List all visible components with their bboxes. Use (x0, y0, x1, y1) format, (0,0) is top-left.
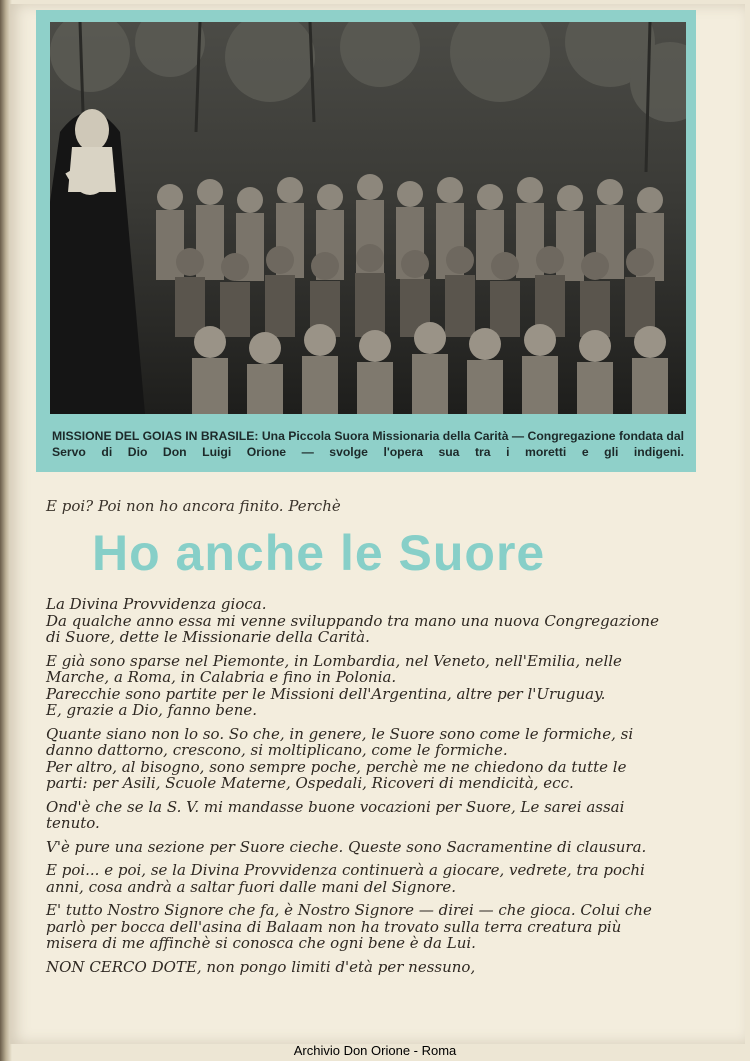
archive-footer: Archivio Don Orione - Roma (293, 1043, 457, 1058)
paragraph: E' tutto Nostro Signore che fa, è Nostro Signore — direi — che gioca. Colui che parlò per bocca dell'asina di Balaam non ha trovato sulla terra creatura più misera di me affinchè si conosca che ogni bene è da Lui. (46, 901, 652, 952)
caption-text: Una Piccola Suora Missionaria della Carità — Congregazione fondata dal Servo di Dio Don Luigi Orione — svolge l'opera sua tra i moretti e gli indigeni. (52, 429, 684, 459)
photo-caption (52, 428, 684, 460)
paragraph: V'è pure una sezione per Suore cieche. Queste sono Sacramentine di clausura. (46, 837, 647, 856)
photo-frame (36, 10, 696, 472)
paragraph: NON CERCO DOTE, non pongo limiti d'età per nessuno, (46, 957, 476, 976)
caption-lead: MISSIONE DEL GOIAS IN BRASILE: (52, 429, 259, 443)
group-photo-illustration (50, 22, 686, 414)
body-text (46, 596, 668, 982)
paragraph: E già sono sparse nel Piemonte, in Lombardia, nel Veneto, nell'Emilia, nelle Marche, a Roma, in Calabria e fino in Polonia. Parecchie sono partite per le Missioni dell'Argentina, altre per l'Uruguay. E, grazie a Dio, fanno bene. (46, 651, 622, 719)
section-headline: Ho anche le Suore (92, 525, 546, 581)
intro-line: E poi? Poi non ho ancora finito. Perchè (46, 497, 341, 515)
paragraph: Ond'è che se la S. V. mi mandasse buone vocazioni per Suore, Le sarei assai tenuto. (46, 797, 625, 832)
paragraph: Quante siano non lo so. So che, in genere, le Suore sono come le formiche, si danno dattorno, crescono, si moltiplicano, come le formiche. Per altro, al bisogno, sono sempre poche, perchè me ne chiedono da tutte le parti: per Asili, Scuole Materne, Ospedali, Ricoveri di mendicità, ecc. (46, 724, 634, 792)
paragraph: E poi... e poi, se la Divina Provvidenza continuerà a giocare, vedrete, tra pochi anni, cosa andrà a saltar fuori dalle mani del Signore. (46, 861, 645, 896)
mission-photo (50, 22, 686, 414)
paragraph: La Divina Provvidenza gioca. Da qualche anno essa mi venne sviluppando tra mano una nuova Congregazione di Suore, dette le Missionarie della Carità. (46, 595, 659, 646)
